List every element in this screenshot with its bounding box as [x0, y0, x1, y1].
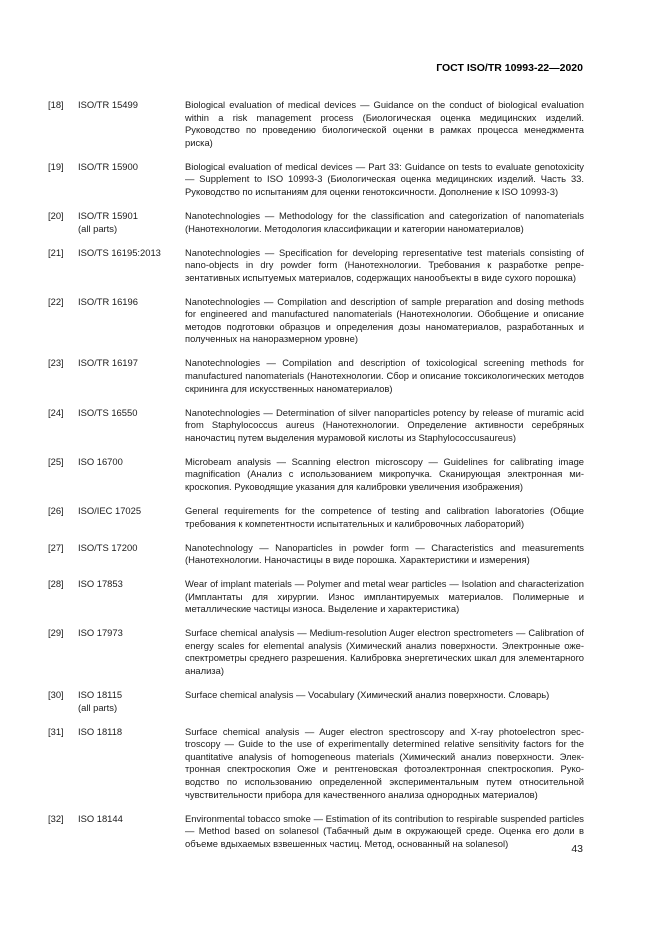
entry-number: [31] [48, 725, 64, 737]
entry-title: Environmental tobacco smoke — Estimation of its contribution to respirable suspended particles — Method based on solanesol (Табачный дым в окружающей среде. Оценка его доли в объеме вдыхаемых взвешенных частиц. Метод, основанный на solanesol) [185, 812, 584, 849]
bibliography-entry [48, 161, 584, 199]
entry-code: ISO/TS 16195:2013 [78, 246, 161, 258]
entry-number: [19] [48, 160, 64, 172]
entry-code: ISO/TS 17200 [78, 541, 138, 553]
entry-number: [20] [48, 209, 64, 221]
entry-code: ISO 18118 [78, 725, 123, 737]
entry-number: [28] [48, 578, 64, 590]
entry-code: ISO/TR 16196 [78, 295, 138, 307]
entry-title: Nanotechnologies — Compilation and description of sample preparation and dosing methods for engineered and manufactured nanomaterials (Нанотехнологии. Обобщение и описание методов подготовки образцов и определения дозы наноматериалов, разработанных и полученных на наноразмерном уровне) [185, 295, 584, 345]
bibliography-entry [48, 578, 584, 616]
bibliography-entry [48, 357, 584, 395]
entry-title: Nanotechnologies — Determination of silver nanoparticles potency by release of muramic acid from Staphylococcus aureus (Нанотехнологии. Определение активности серебряных наночастиц путем выделения мурамовой кислоты из Staphylococcusaureus) [185, 406, 584, 443]
bibliography-list [48, 99, 584, 862]
entry-number: [23] [48, 357, 64, 369]
entry-code: ISO/IEC 17025 [78, 504, 142, 516]
entry-title: Surface chemical analysis — Auger electron spectroscopy and X-ray photoelectron spectroscopy — Guide to the use of experimentally determined relative sensitivity factors for the quantitative analysis of homogeneous materials (Химический анализ поверхности. Электронная спектроскопия Оже и рентгеновская фотоэлектронная спектроскопия. Руководство по использованию определенной экспериментальным путем относительной чувствительности прибора для качественного анализа однородных материалов) [185, 725, 584, 800]
bibliography-entry [48, 99, 584, 149]
entry-code: ISO 18144 [78, 812, 123, 824]
entry-code: ISO 17853 [78, 578, 123, 590]
entry-number: [24] [48, 406, 64, 418]
bibliography-entry [48, 407, 584, 445]
entry-title: Biological evaluation of medical devices — Guidance on the conduct of biological evaluation within a risk management process (Биологическая оценка медицинских изделий. Руководство по проведению биологической оценки в рамках процесса менеджмента риска) [185, 99, 584, 148]
entry-number: [18] [48, 99, 64, 110]
entry-code: ISO/TR 16197 [78, 357, 138, 369]
bibliography-entry [48, 726, 584, 802]
entry-code: ISO 17973 [78, 627, 123, 639]
entry-number: [21] [48, 246, 64, 258]
entry-number: [25] [48, 455, 64, 467]
entry-title: General requirements for the competence of testing and calibration laboratories (Общие требования к компетентности испытательных и калибровочных лабораторий) [185, 504, 584, 529]
entry-title: Nanotechnologies — Methodology for the classification and categorization of nanomaterials (Нанотехнологии. Методология классификации и категории наноматериалов) [185, 209, 584, 234]
entry-code: ISO/TS 16550 [78, 406, 138, 418]
entry-number: [32] [48, 812, 64, 824]
bibliography-entry [48, 296, 584, 346]
entry-title: Microbeam analysis — Scanning electron microscopy — Guidelines for calibrating image magnification (Анализ с использованием микропучка. Сканирующая электронная микроскопия. Руководящие указания для калибровки увеличения изображения) [185, 455, 584, 492]
entry-title: Biological evaluation of medical devices — Part 33: Guidance on tests to evaluate genotoxicity — Supplement to ISO 10993-3 (Биологическая оценка медицинских изделий. Часть 33. Руководство по испытаниям для оценки генотоксичности. Дополнение к ISO 10993-3) [185, 160, 584, 197]
entry-title: Surface chemical analysis — Medium-resolution Auger electron spectrometers — Calibration of energy scales for elemental analysis (Химический анализ поверхности. Электронные оже-спектрометры среднего разрешения. Калибровка энергетических шкал для элементарного анализа) [185, 627, 584, 677]
bibliography-entry [48, 505, 584, 530]
entry-code: ISO 16700 [78, 455, 123, 467]
entry-title: Surface chemical analysis — Vocabulary (Химический анализ поверхности. Словарь) [185, 689, 550, 701]
entry-code: ISO/TR 15901 (all parts) [78, 209, 138, 234]
bibliography-entry [48, 456, 584, 494]
bibliography-entry [48, 689, 584, 714]
entry-title: Nanotechnologies — Specification for developing representative test materials consisting of nano-objects in dry powder form (Нанотехнологии. Требования к разработке репрезентативных испытуемых материалов, содержащих нанообъекты в виде сухого порошка) [185, 246, 584, 283]
entry-number: [30] [48, 689, 64, 701]
bibliography-entry [48, 542, 584, 567]
entry-code: ISO/TR 15900 [78, 160, 138, 172]
entry-title: Nanotechnology — Nanoparticles in powder form — Characteristics and measurements (Нанотехнологии. Наночастицы в виде порошка. Характеристики и измерения) [185, 541, 584, 566]
entry-code: ISO/TR 15499 [78, 99, 138, 110]
bibliography-entry [48, 813, 584, 851]
bibliography-entry [48, 627, 584, 677]
entry-title: Nanotechnologies — Compilation and description of toxicological screening methods for manufactured nanomaterials (Нанотехнологии. Сбор и описание токсикологических методов скрининга для искусственных наноматериалов) [185, 357, 584, 394]
entry-title: Wear of implant materials — Polymer and metal wear particles — Isolation and characterization (Имплантаты для хирургии. Износ имплантируемых материалов. Полимерные и металлические частицы износа. Выделение и характеристика) [185, 578, 584, 615]
standard-header: ГОСТ ISO/TR 10993-22—2020 [436, 62, 583, 74]
entry-number: [26] [48, 504, 64, 516]
bibliography-entry [48, 210, 584, 235]
entry-number: [27] [48, 541, 64, 553]
entry-number: [29] [48, 627, 64, 639]
page-number: 43 [571, 843, 583, 855]
bibliography-entry [48, 247, 584, 285]
entry-number: [22] [48, 295, 64, 307]
entry-code: ISO 18115 (all parts) [78, 689, 123, 713]
